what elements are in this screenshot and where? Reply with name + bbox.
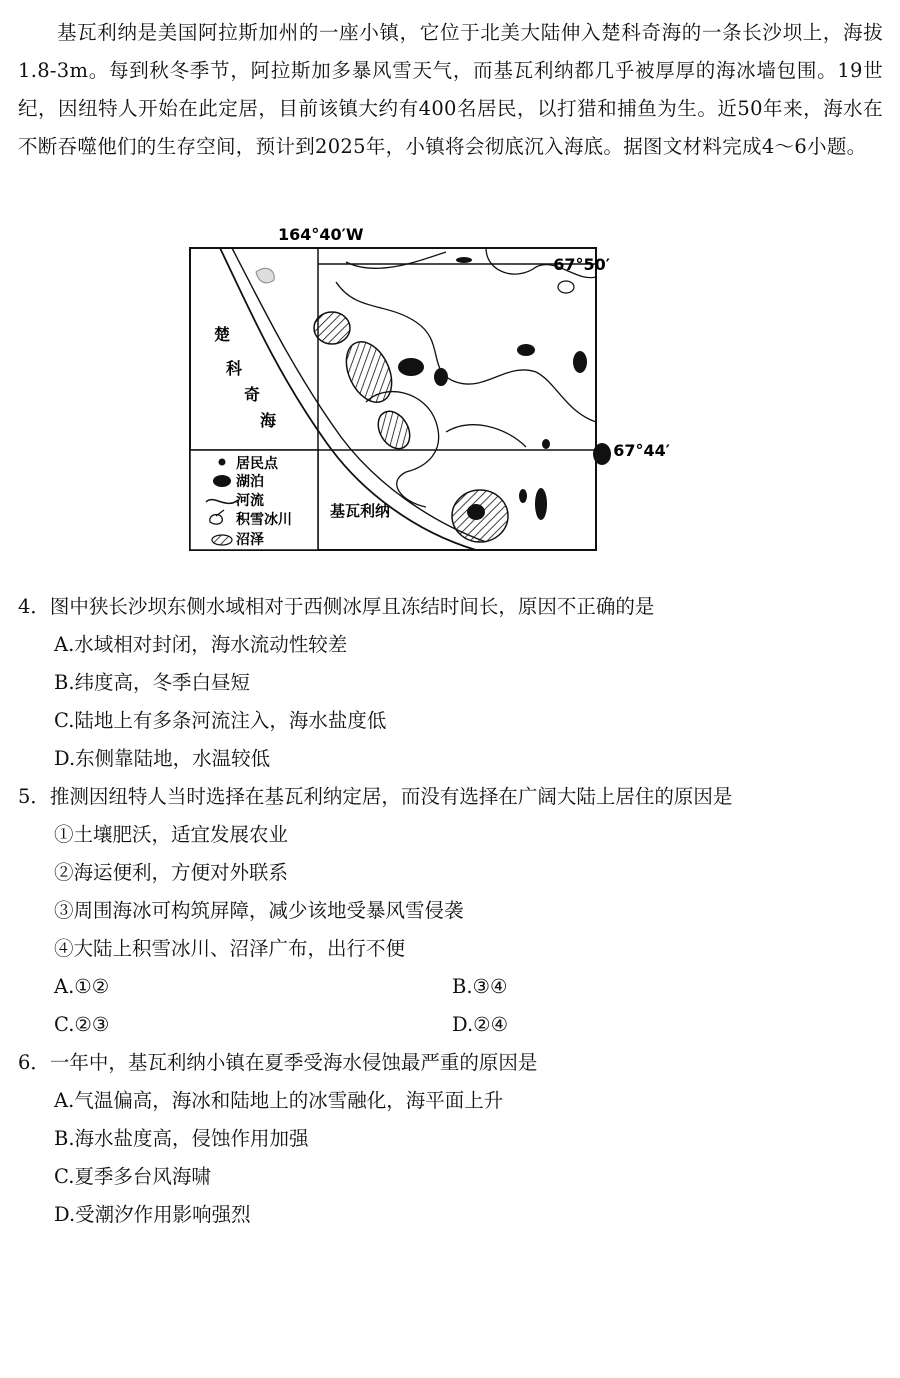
- q5-statement-2: ②海运便利，方便对外联系: [54, 861, 289, 884]
- intro-paragraph: 基瓦利纳是美国阿拉斯加州的一座小镇，它位于北美大陆伸入楚科奇海的一条长沙坝上，海拔1.8-3m。每到秋冬季节，阿拉斯加多暴风雪天气，而基瓦利纳都几乎被厚厚的海冰墙包围。19世纪，因纽特人开始在此定居，目前该镇大约有400名居民，以打猎和捕鱼为生。近50年来，海水在不断吞噬他们的生存空间，预计到2025年，小镇将会彻底沉入海底。据图文材料完成4～6小题。: [18, 21, 883, 158]
- question-5-stem: 5．推测因纽特人当时选择在基瓦利纳定居，而没有选择在广阔大陆上居住的原因是: [18, 785, 733, 808]
- q4-option-a: A.水域相对封闭，海水流动性较差: [54, 633, 348, 656]
- q5-statement-3: ③周围海冰可构筑屏障，减少该地受暴风雪侵袭: [54, 899, 464, 922]
- q5-option-a: A.①②: [54, 975, 110, 998]
- lake-7: [535, 488, 547, 520]
- lat-mid-label: 67°44′: [613, 441, 670, 460]
- q5-statement-4: ④大陆上积雪冰川、沼泽广布，出行不便: [54, 937, 406, 960]
- q6-option-a: A.气温偏高，海冰和陆地上的冰雪融化，海平面上升: [54, 1089, 504, 1112]
- legend-settlement: 居民点: [236, 456, 278, 472]
- lake-2: [434, 368, 448, 386]
- lat-top-label: 67°50′: [553, 255, 610, 274]
- q4-option-c: C.陆地上有多条河流注入，海水盐度低: [54, 709, 387, 732]
- lake-8: [519, 489, 527, 503]
- q5-statement-1: ①土壤肥沃，适宜发展农业: [54, 823, 289, 846]
- legend-river: 河流: [236, 493, 264, 509]
- kivalina-map: [186, 222, 686, 552]
- lake-1: [398, 358, 424, 376]
- q5-option-d: D.②④: [452, 1013, 509, 1036]
- legend-marsh: 沼泽: [236, 532, 264, 548]
- marsh-1: [314, 312, 350, 344]
- q6-option-c: C.夏季多台风海啸: [54, 1165, 211, 1188]
- q6-option-b: B.海水盐度高，侵蚀作用加强: [54, 1127, 309, 1150]
- question-6-stem: 6．一年中，基瓦利纳小镇在夏季受海水侵蚀最严重的原因是: [18, 1051, 538, 1074]
- q6-option-d: D.受潮汐作用影响强烈: [54, 1203, 251, 1226]
- question-4-stem: 4．图中狭长沙坝东侧水域相对于西侧冰厚且冻结时间长，原因不正确的是: [18, 595, 655, 618]
- legend-settlement-icon: [219, 459, 226, 466]
- legend-glacier: 积雪冰川: [236, 512, 292, 528]
- sea-char-2: 科: [226, 359, 243, 378]
- sea-char-4: 海: [260, 411, 277, 430]
- lake-4: [573, 351, 587, 373]
- q5-option-b: B.③④: [452, 975, 508, 998]
- q4-option-d: D.东侧靠陆地，水温较低: [54, 747, 271, 770]
- sea-char-1: 楚: [214, 325, 231, 344]
- lake-3: [517, 344, 535, 356]
- lake-6: [593, 443, 611, 465]
- town-label: 基瓦利纳: [330, 502, 391, 520]
- legend-lake: 湖泊: [236, 474, 264, 490]
- lon-label: 164°40′W: [278, 225, 364, 244]
- lake-9: [467, 504, 485, 520]
- q4-option-b: B.纬度高，冬季白昼短: [54, 671, 251, 694]
- sea-char-3: 奇: [244, 385, 261, 404]
- lake-5: [542, 439, 550, 449]
- legend-lake-icon: [213, 475, 231, 487]
- q5-option-c: C.②③: [54, 1013, 110, 1036]
- legend-marsh-icon: [212, 535, 232, 545]
- lake-10: [456, 257, 472, 263]
